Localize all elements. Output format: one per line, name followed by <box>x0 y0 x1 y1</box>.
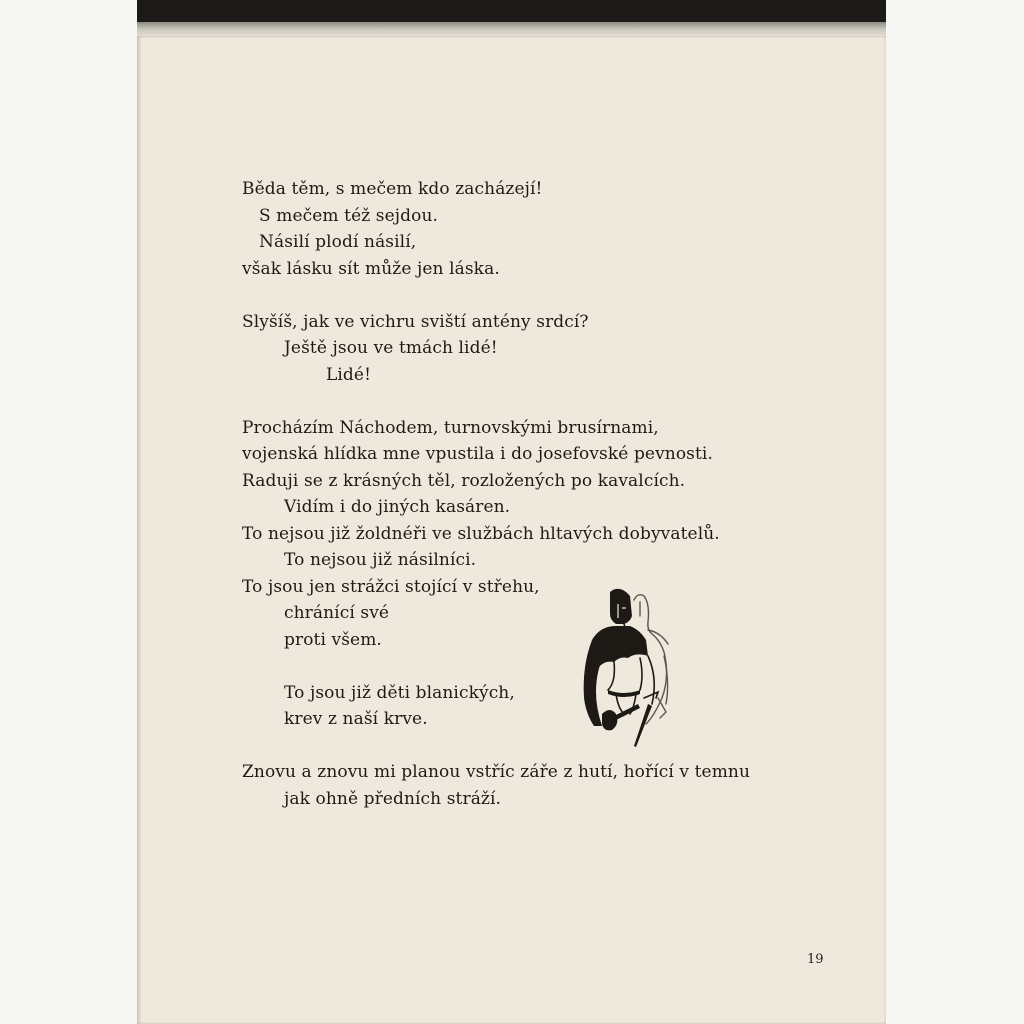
knights-illustration-icon <box>574 586 696 748</box>
poem-line: Slyšíš, jak ve vichru sviští antény srdcí? <box>242 311 589 332</box>
page-number: 19 <box>807 952 824 967</box>
backdrop-left <box>0 0 137 1024</box>
poem-line: Lidé! <box>326 364 372 385</box>
backdrop-right <box>886 0 1024 1024</box>
poem-line: proti všem. <box>284 629 382 650</box>
stanza-gap <box>242 653 802 680</box>
poem-line: Ještě jsou ve tmách lidé! <box>284 338 498 358</box>
poem-line: S mečem též sejdou. <box>259 205 439 226</box>
poem-line: To jsou jen strážci stojící v střehu, <box>242 576 540 597</box>
stanza-gap <box>242 733 802 760</box>
stanza-gap <box>242 388 802 415</box>
stanza-gap <box>242 282 802 309</box>
poem-line: Procházím Náchodem, turnovskými brusírnami, <box>242 417 659 438</box>
poem-line: chránící své <box>284 603 390 623</box>
poem-line: To nejsou již žoldnéři ve službách hltavých dobyvatelů. <box>242 523 720 544</box>
poem-line: však lásku sít může jen láska. <box>242 258 500 279</box>
poem-line: jak ohně předních stráží. <box>284 788 502 809</box>
poem-line: Znovu a znovu mi planou vstříc záře z hutí, hořící v temnu <box>242 762 751 782</box>
poem-text <box>242 176 802 812</box>
poem-line: Vidím i do jiných kasáren. <box>284 497 511 517</box>
book-top-edge <box>137 0 886 22</box>
poem-line: Raduji se z krásných těl, rozložených po kavalcích. <box>242 470 686 491</box>
poem-line: krev z naší krve. <box>284 709 428 729</box>
poem-line: To jsou již děti blanických, <box>284 682 515 703</box>
poem-line: To nejsou již násilníci. <box>284 550 477 570</box>
poem-line: Běda těm, s mečem kdo zacházejí! <box>242 179 543 199</box>
poem-line: vojenská hlídka mne vpustila i do josefovské pevnosti. <box>242 444 713 464</box>
poem-line: Násilí plodí násilí, <box>259 232 417 252</box>
book-page <box>137 36 886 1024</box>
